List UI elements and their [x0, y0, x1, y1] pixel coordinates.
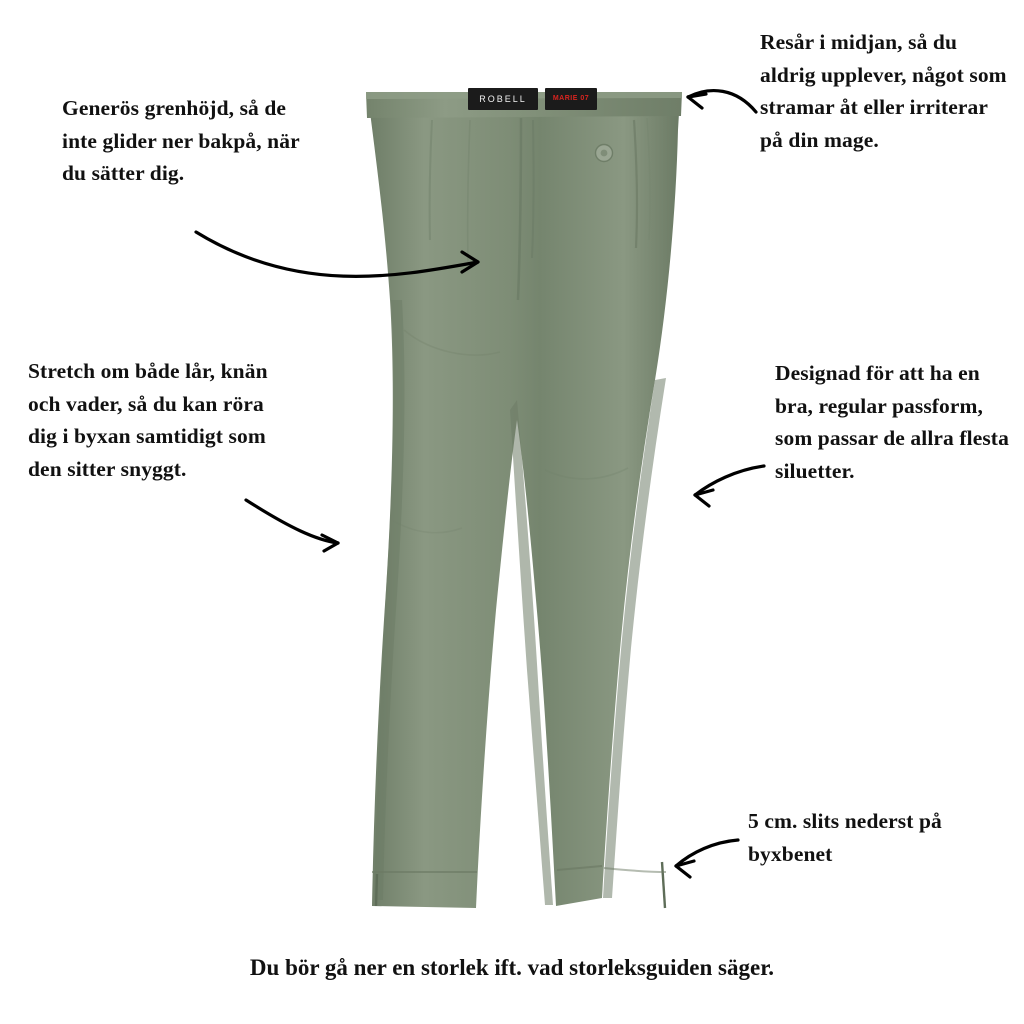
- annotation-elastic-waist: Resår i midjan, så du aldrig upplever, något som stramar åt eller irriterar på din mage.: [760, 30, 1007, 153]
- annotation-regular-fit: Designad för att ha en bra, regular passform, som passar de allra flesta siluetter.: [775, 361, 1009, 484]
- brand-label-secondary: MARIE 07: [545, 88, 597, 110]
- sizing-caption: Du bör gå ner en storlek ift. vad storleksguiden säger.: [249, 955, 775, 980]
- hem-slit-right: [662, 862, 665, 908]
- brand-label-robell: ROBELL: [468, 88, 538, 110]
- hem-slit-left: [376, 874, 377, 906]
- annotation-hem-slit: 5 cm. slits nederst på byxbenet: [748, 809, 942, 866]
- annotation-stretch: Stretch om både lår, knän och vader, så du kan röra dig i byxan samtidigt som den sitter snyggt.: [28, 359, 268, 482]
- annotation-crotch-height: Generös grenhöjd, så de inte glider ner bakpå, när du sätter dig.: [62, 96, 300, 186]
- trousers-body: [366, 92, 682, 908]
